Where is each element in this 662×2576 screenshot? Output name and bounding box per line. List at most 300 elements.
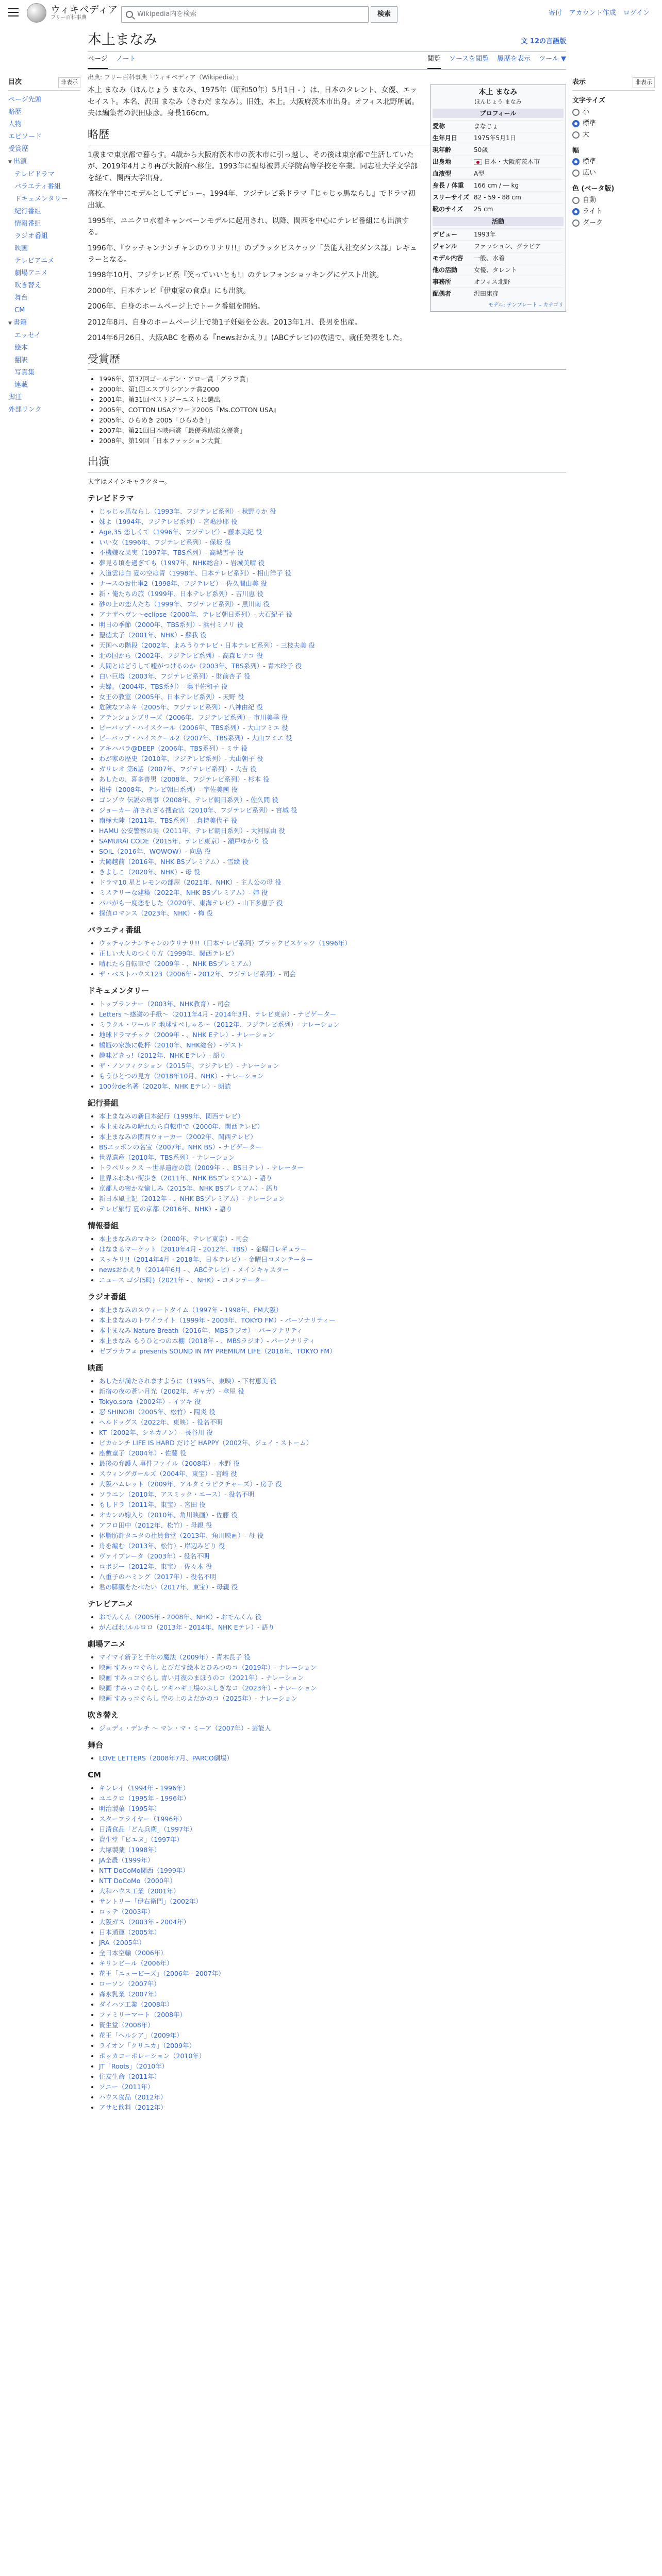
documentary-item-text[interactable]: ザ・ノンフィクション（2015年、フジテレビ）- ナレーション xyxy=(99,1061,279,1070)
drama-item-text[interactable]: ビーバップ・ハイスクール（2006年、TBS系列）- 大山フミエ 役 xyxy=(99,723,288,732)
cm-item-text[interactable]: サントリー「伊右衛門」（2002年） xyxy=(99,1897,202,1905)
toc-item[interactable] xyxy=(8,304,80,317)
drama-item-text[interactable]: SAMURAI CODE（2015年、テレビ東京）- 瀬戸ゆかり 役 xyxy=(99,837,269,845)
drama-item-text[interactable]: アキハバラ@DEEP（2006年、TBS系列）- ミサ 役 xyxy=(99,744,248,752)
drama-item-text[interactable]: パパがも一度恋をした（2020年、東海テレビ）- 山下多恵子 役 xyxy=(99,899,283,907)
radio-option[interactable] xyxy=(572,129,655,141)
wikipedia-logo[interactable] xyxy=(27,3,118,23)
toc-item[interactable] xyxy=(8,317,80,330)
search-input[interactable] xyxy=(121,6,369,23)
drama-item xyxy=(99,836,566,846)
toc-item[interactable] xyxy=(8,330,80,342)
main-menu-icon[interactable] xyxy=(8,8,19,16)
film-item-text[interactable]: ロボジー（2012年、東宝）- 佐々木 役 xyxy=(99,1562,212,1570)
travel-item xyxy=(99,1153,566,1163)
radio-icon[interactable] xyxy=(572,131,580,139)
tv-anime-item xyxy=(99,1612,566,1622)
text-size-header: 文字サイズ xyxy=(572,96,605,105)
toc-item-label[interactable]: エピソード xyxy=(8,132,42,141)
cm-item-text[interactable]: ロッテ（2003年） xyxy=(99,1907,154,1916)
movie-anime-item-text[interactable]: マイマイ新子と千年の魔法（2009年）- 青木長子 役 xyxy=(99,1653,251,1661)
section-dubbing: 吹き替え xyxy=(88,1710,119,1720)
cm-item-text[interactable]: ライオン「クリニカ」（2009年） xyxy=(99,2041,196,2049)
drama-item-text[interactable]: Age,35 恋しくて（1996年、フジテレビ）- 藤本美紀 役 xyxy=(99,528,262,536)
drama-item-text[interactable]: あしたの、喜多善男（2008年、フジテレビ系列）- 杉本 役 xyxy=(99,775,270,783)
infobox-footer[interactable]: モデル: テンプレート – カテゴリ xyxy=(488,302,564,308)
radio-option[interactable] xyxy=(572,217,655,229)
radio-item-text[interactable]: ゼブラカフェ presents SOUND IN MY PREMIUM LIFE（2018年、TOKYO FM） xyxy=(99,1347,336,1355)
chevron-down-icon[interactable]: ▼ xyxy=(8,320,12,326)
variety-item-text[interactable]: ウッチャンナンチャンのウリナリ!!（日本テレビ系列）ブラックビスケッツ（1996年） xyxy=(99,939,351,947)
film-item-text[interactable]: ピカ☆ンチ LIFE IS HARD だけど HAPPY（2002年、ジェイ・ストーム） xyxy=(99,1438,313,1447)
tab-tools[interactable]: ツール ▼ xyxy=(539,55,566,63)
drama-item-text[interactable]: 探偵ロマンス（2023年、NHK）- 梅 役 xyxy=(99,909,213,917)
drama-item-text[interactable]: 聖徳太子（2001年、NHK）- 蘇我 役 xyxy=(99,631,207,639)
toc-item-label[interactable]: ドキュメンタリー xyxy=(14,195,68,203)
award-item: • 2007年、第21回日本映画賞「最優秀助演女優賞」 xyxy=(99,426,566,436)
info-program-item-text[interactable]: newsおかえり（2014年6月 - 、ABCテレビ）- メインキャスター xyxy=(99,1265,289,1274)
infobox-key: 出身地 xyxy=(433,158,452,165)
toc-item[interactable] xyxy=(8,379,80,392)
travel-item-text[interactable]: 本上まなみの晴れたら自転車で（2000年、関西テレビ） xyxy=(99,1122,264,1130)
drama-item xyxy=(99,589,566,599)
award-item: • 2005年、COTTON USAアワード2005『Ms.COTTON USA』 xyxy=(99,405,566,415)
film-item-text[interactable]: ソラニン（2010年、アスミック・エース）- 役名不明 xyxy=(99,1490,255,1498)
drama-item-text[interactable]: 入道雲は白 夏の空は青（1998年、日本テレビ系列）- 相山洋子 役 xyxy=(99,569,291,577)
drama-item-text[interactable]: 南極大陸（2011年、TBS系列）- 倉持美代子 役 xyxy=(99,816,238,824)
info-program-item-text[interactable]: はなまるマーケット（2010年4月 - 2012年、TBS）- 金曜日レギュラー xyxy=(99,1245,307,1253)
drama-item-text[interactable]: ジョーカー 許されざる捜査官（2010年、フジテレビ系列）- 宮城 役 xyxy=(99,806,297,814)
cm-item-text[interactable]: ユニクロ（1995年 - 1996年） xyxy=(99,1794,190,1802)
dubbing-item xyxy=(99,1723,566,1734)
cm-item-text[interactable]: ハウス食品（2012年） xyxy=(99,2093,167,2101)
drama-item-text[interactable]: 妹よ（1994年、フジテレビ系列）- 宮嶋沙耶 役 xyxy=(99,517,238,526)
bio-paragraph: 2000年、日本テレビ『伊東家の食卓』にも出演。 xyxy=(88,286,251,295)
toc-item-label[interactable]: 情報番組 xyxy=(14,219,42,228)
toc-item-label[interactable]: 人物 xyxy=(8,120,22,128)
movie-anime-item xyxy=(99,1673,566,1683)
infobox-row xyxy=(433,203,564,215)
chevron-down-icon[interactable]: ▼ xyxy=(8,159,12,165)
drama-item-text[interactable]: アテンションプリーズ（2006年、フジテレビ系列）- 市川美季 役 xyxy=(99,713,288,721)
film-item-text[interactable]: スウィングガールズ（2004年、東宝）- 宮崎 役 xyxy=(99,1469,237,1478)
tab-history[interactable]: 履歴を表示 xyxy=(497,55,531,63)
film-item xyxy=(99,1448,566,1459)
travel-item-text[interactable]: 本上まなみの新日本紀行（1999年、関西テレビ） xyxy=(99,1112,244,1120)
toc-item[interactable] xyxy=(8,118,80,131)
radio-icon[interactable] xyxy=(572,109,580,116)
variety-item-text[interactable]: 晴れたら自転車で（2009年 - 、NHK BSプレミアム） xyxy=(99,959,255,968)
cm-item-text[interactable]: NTT DoCoMo関西（1999年） xyxy=(99,1866,189,1874)
toc-item-label[interactable]: 連載 xyxy=(14,381,28,389)
film-item xyxy=(99,1551,566,1562)
toc-item[interactable] xyxy=(8,106,80,118)
cm-item xyxy=(99,1886,566,1896)
cm-item-text[interactable]: アサヒ飲料（2012年） xyxy=(99,2103,167,2111)
toc-item-label[interactable]: 紀行番組 xyxy=(14,207,42,215)
film-item xyxy=(99,1531,566,1541)
drama-item-text[interactable]: 新・俺たちの旅（1999年、日本テレビ系列）- 吉川恵 役 xyxy=(99,589,264,598)
logo-tagline: フリー百科事典 xyxy=(51,15,87,21)
travel-item-text[interactable]: 京都人の密かな愉しみ（2015年、NHK BSプレミアム）- 語り xyxy=(99,1184,279,1192)
cm-item xyxy=(99,1896,566,1907)
section-stage: 舞台 xyxy=(88,1740,104,1750)
drama-item-text[interactable]: ドラマ10 星とレモンの部屋（2021年、NHK）- 主人公の母 役 xyxy=(99,878,282,886)
cm-item-text[interactable]: JA全農（1999年） xyxy=(99,1856,154,1864)
infobox-row xyxy=(433,156,564,167)
radio-icon[interactable] xyxy=(572,197,580,204)
cm-item-text[interactable]: ダイハツ工業（2008年） xyxy=(99,2000,173,2008)
cm-item-text[interactable]: キリンビール（2006年） xyxy=(99,1959,173,1967)
documentary-item-text[interactable]: 鶴瓶の家族に乾杯（2010年、NHK総合）- ゲスト xyxy=(99,1041,243,1049)
drama-item-text[interactable]: ビーバップ・ハイスクール2（2007年、TBS系列）- 大山フミエ 役 xyxy=(99,734,292,742)
drama-item xyxy=(99,609,566,620)
drama-item xyxy=(99,682,566,692)
award-item: • 2001年、第31回ベストジーニストに選出 xyxy=(99,395,566,405)
cm-item-text[interactable]: 大阪ガス（2003年 - 2004年） xyxy=(99,1918,190,1926)
radio-icon[interactable] xyxy=(572,219,580,227)
infobox-value-text: A型 xyxy=(474,170,485,177)
cm-item-text[interactable]: スターフライヤー（1996年） xyxy=(99,1815,186,1823)
film-item-text[interactable]: 忍 SHINOBI（2005年、松竹）- 陽炎 役 xyxy=(99,1408,216,1416)
stage-item-text[interactable]: LOVE LETTERS（2008年7月、PARCO劇場） xyxy=(99,1754,234,1762)
toc-item-label[interactable]: テレビドラマ xyxy=(14,170,55,178)
toc-item-label[interactable]: 略歴 xyxy=(8,108,22,116)
drama-item xyxy=(99,558,566,568)
film-item-text[interactable]: KT（2002年、シネカノン）- 長谷川 役 xyxy=(99,1428,213,1436)
cm-item-text[interactable]: ソニー（2011年） xyxy=(99,2082,154,2091)
drama-item-text[interactable]: ミステリーな建築（2022年、NHK BSプレミアム）- 姉 役 xyxy=(99,888,268,896)
toc-sidebar xyxy=(8,77,80,416)
search-icon xyxy=(126,11,133,18)
documentary-item-text[interactable]: もうひとつの見方（2018年10月、NHK）- ナレーション xyxy=(99,1072,264,1080)
drama-item xyxy=(99,785,566,795)
cm-item-text[interactable]: 明治製菓（1995年） xyxy=(99,1804,161,1812)
radio-option[interactable] xyxy=(572,167,655,179)
travel-item-text[interactable]: 世界遺産（2010年、TBS系列）- ナレーション xyxy=(99,1153,235,1161)
toc-item[interactable] xyxy=(8,156,80,168)
from-line: 出典: フリー百科事典『ウィキペディア（Wikipedia）』 xyxy=(88,74,242,81)
radio-item-text[interactable]: 本上まなみ Nature Breath（2016年、MBSラジオ）- パーソナリティ xyxy=(99,1326,303,1334)
cm-item-text[interactable]: ファミリーマート（2008年） xyxy=(99,2010,187,2019)
language-button[interactable]: 文 12の言語版 xyxy=(521,38,566,46)
documentary-item-text[interactable]: 趣味どきっ!（2012年、NHK Eテレ）- 語り xyxy=(99,1051,226,1059)
film-item-text[interactable]: あしたが満たされますように（1995年、東映）- 下村恵美 役 xyxy=(99,1377,277,1385)
toc-item[interactable] xyxy=(8,292,80,304)
film-item-text[interactable]: 座敷童子（2004年）- 佐藤 役 xyxy=(99,1449,187,1457)
toc-item[interactable] xyxy=(8,243,80,255)
drama-item xyxy=(99,764,566,774)
tv-anime-item xyxy=(99,1622,566,1633)
info-program-item-text[interactable]: 本上まなみのマキシ（2000年、テレビ東京）- 司会 xyxy=(99,1234,249,1243)
toc-top[interactable]: ページ先頭 xyxy=(8,95,42,104)
toc-item[interactable] xyxy=(8,230,80,243)
drama-item-text[interactable]: 明日の季節（2000年、TBS系列）- 浜村ミノリ 役 xyxy=(99,620,244,629)
travel-item-text[interactable]: テレビ旅行 夏の京都（2016年、NHK）- 語り xyxy=(99,1205,233,1213)
toc-item[interactable] xyxy=(8,206,80,218)
travel-item-text[interactable]: トラベリックス ～世界遺産の旅（2009年 - 、BS日テレ）- ナレーター xyxy=(99,1163,304,1172)
cm-item-text[interactable]: 全日本空輸（2006年） xyxy=(99,1948,167,1957)
toc-item[interactable] xyxy=(8,181,80,193)
width-header: 幅 xyxy=(572,146,580,155)
dubbing-item-text[interactable]: ジュディ・デンチ ～ マン・マ・ミーア（2007年）- 芸能人 xyxy=(99,1724,271,1732)
drama-item-text[interactable]: いい女（1996年、フジテレビ系列）- 保坂 役 xyxy=(99,538,231,546)
tab-talk[interactable]: ノート xyxy=(115,55,136,63)
movie-anime-item xyxy=(99,1663,566,1673)
film-item-text[interactable]: 最後の弁護人 事件ファイル（2008年）- 水野 役 xyxy=(99,1459,240,1467)
cm-item-text[interactable]: 大和ハウス工業（2001年） xyxy=(99,1887,180,1895)
toc-item[interactable] xyxy=(8,131,80,143)
film-item-text[interactable]: 新宿の夜の蒼い月光（2002年、ギャガ）- 傘屋 役 xyxy=(99,1387,244,1395)
search-placeholder: Wikipedia内を検索 xyxy=(137,10,197,18)
radio-item-text[interactable]: 本上まなみのスウィートタイム（1997年 - 1998年、FM大阪） xyxy=(99,1306,283,1314)
film-item-text[interactable]: Tokyo.sora（2002年）- イツキ 役 xyxy=(99,1397,201,1405)
toc-item-label[interactable]: 出演 xyxy=(13,157,27,165)
cm-item xyxy=(99,1989,566,1999)
cm-item-text[interactable]: 資生堂（2008年） xyxy=(99,2021,154,2029)
cm-item xyxy=(99,1855,566,1866)
toc-header xyxy=(8,77,80,91)
cm-item xyxy=(99,1969,566,1979)
film-item-text[interactable]: 君の膵臓をたべたい（2017年、東宝）- 母親 役 xyxy=(99,1583,238,1591)
section-awards: 受賞歴 xyxy=(88,351,566,370)
toc-item[interactable] xyxy=(8,143,80,156)
appearance-hide-button[interactable]: 非表示 xyxy=(633,77,655,88)
drama-item-text[interactable]: ガリレオ 第6話（2007年、フジテレビ系列）- 大吉 役 xyxy=(99,765,257,773)
variety-item xyxy=(99,969,566,979)
toc-item-label[interactable]: 外部リンク xyxy=(8,405,42,414)
movie-anime-item-text[interactable]: 映画 すみっコぐらし 空の上のよだかのコ（2025年）- ナレーション xyxy=(99,1694,297,1702)
infobox-value xyxy=(474,242,564,251)
toc-item[interactable] xyxy=(8,193,80,206)
infobox-value xyxy=(474,122,564,131)
cm-item-text[interactable]: 日本通運（2005年） xyxy=(99,1928,161,1936)
travel-item-text[interactable]: 本上まなみの関西ウォーカー（2002年、関西テレビ） xyxy=(99,1132,257,1141)
toc-item[interactable] xyxy=(8,392,80,404)
drama-item-text[interactable]: アナザヘヴン～eclipse（2000年、テレビ朝日系列）- 大石紀子 役 xyxy=(99,610,293,618)
drama-item-text[interactable]: きよしこ（2020年、NHK）- 母 役 xyxy=(99,868,201,876)
infobox-value xyxy=(474,157,564,166)
film-item xyxy=(99,1428,566,1438)
section-variety: バラエティ番組 xyxy=(88,925,141,935)
cm-item-text[interactable]: ポッカコーポレーション（2010年） xyxy=(99,2052,206,2060)
drama-item-text[interactable]: ナースのお仕事2（1998年、フジテレビ）- 佐久間由美 役 xyxy=(99,579,267,587)
drama-item-text[interactable]: 北の国から（2002年、フジテレビ系列）- 高森ヒナコ 役 xyxy=(99,651,263,659)
header xyxy=(0,0,662,29)
radio-option[interactable] xyxy=(572,195,655,206)
cm-item-text[interactable]: JRA（2005年） xyxy=(99,1938,145,1946)
travel-item-text[interactable]: 新日本風土記（2012年 - 、NHK BSプレミアム）- ナレーション xyxy=(99,1194,285,1202)
cm-item xyxy=(99,2020,566,2030)
movie-anime-item-text[interactable]: 映画 すみっコぐらし ツギハギ工場のふしぎなコ（2023年）- ナレーション xyxy=(99,1684,317,1692)
cm-item-text[interactable]: ローソン（2007年） xyxy=(99,1979,160,1988)
documentary-item-text[interactable]: Letters ～感謝の手紙～（2011年4月 - 2014年3月、テレビ東京）- ナビゲーター xyxy=(99,1010,337,1018)
film-item-text[interactable]: 体脂肪計タニタの社員食堂（2013年、角川映画）- 母 役 xyxy=(99,1531,264,1539)
cm-item-text[interactable]: 大塚製薬（1998年） xyxy=(99,1845,161,1854)
drama-item-text[interactable]: 大岡越前（2016年、NHK BSプレミアム）- 雪絵 役 xyxy=(99,857,249,866)
radio-option[interactable] xyxy=(572,206,655,217)
toc-item[interactable] xyxy=(8,404,80,416)
drama-item-text[interactable]: 天国への階段（2002年、よみうりテレビ・日本テレビ系列）- 三枝夫美 役 xyxy=(99,641,315,649)
toc-item[interactable] xyxy=(8,218,80,230)
toc-item-label[interactable]: バラエティ番組 xyxy=(14,182,61,191)
drama-item-text[interactable]: 不機嫌な果実（1997年、TBS系列）- 高城雪子 役 xyxy=(99,548,244,556)
lead-paragraph: 本上 まなみ（ほんじょう まなみ、1975年（昭和50年）5月1日 - ）は、日本のタレント、女優、エッセイスト。本名、沢田 まなみ（さわだ まなみ）。旧姓、本上。大阪府茨木市出身。オフィス北野所属。夫は編集者の沢田康彦。身長166cm。 xyxy=(88,86,419,117)
variety-item-text[interactable]: ザ・ベストハウス123（2006年 - 2012年、フジテレビ系列）- 司会 xyxy=(99,970,296,978)
film-item-text[interactable]: もしドラ（2011年、東宝）- 宮田 役 xyxy=(99,1500,206,1509)
drama-item-text[interactable]: わが家の歴史（2010年、フジテレビ系列）- 大山朝子 役 xyxy=(99,754,263,762)
infobox-value-text: 女優、タレント xyxy=(474,266,517,274)
film-item-text[interactable]: 大阪ハムレット（2009年、アルタミラピクチャーズ）- 房子 役 xyxy=(99,1480,282,1488)
toc-item[interactable] xyxy=(8,168,80,181)
documentary-item-text[interactable]: 100分de名著（2020年、NHK Eテレ）- 朗読 xyxy=(99,1082,231,1090)
toc-hide-button[interactable]: 非表示 xyxy=(58,77,80,88)
radio-item-text[interactable]: 本上まなみのトワイライト（1999年 - 2003年、TOKYO FM）- パーソナリティー xyxy=(99,1316,336,1324)
create-account-link[interactable]: アカウント作成 xyxy=(569,9,616,17)
tab-view-source[interactable]: ソースを閲覧 xyxy=(449,55,489,63)
radio-icon[interactable] xyxy=(572,158,580,165)
cm-item-text[interactable]: 花王「ヘルシア」（2009年） xyxy=(99,2031,183,2039)
travel-item xyxy=(99,1111,566,1122)
toc-item[interactable] xyxy=(8,367,80,379)
toc-item-label[interactable]: エッセイ xyxy=(14,331,41,340)
info-program-item-text[interactable]: ニュース ゴジ(5時)（2021年 - 、NHK）- コメンテーター xyxy=(99,1276,267,1284)
travel-item-text[interactable]: 世界ふれあい街歩き（2011年、NHK BSプレミアム）- 語り xyxy=(99,1174,273,1182)
toc-item[interactable] xyxy=(8,354,80,367)
toc-item-label[interactable]: 映画 xyxy=(14,244,28,252)
film-item-text[interactable]: 八重子のハミング（2017年）- 役名不明 xyxy=(99,1572,217,1581)
documentary-item-text[interactable]: ミラクル・ワールド 地球すぺしゃる～（2012年、フジテレビ系列）- ナレーション xyxy=(99,1020,340,1028)
toc-item-label[interactable]: テレビアニメ xyxy=(14,257,55,265)
toc-item[interactable] xyxy=(8,255,80,267)
infobox-row xyxy=(433,276,564,287)
infobox-key: 事務所 xyxy=(433,278,452,285)
radio-icon[interactable] xyxy=(572,120,580,127)
cm-item-text[interactable]: 住友生命（2011年） xyxy=(99,2072,161,2080)
toc-item-label[interactable]: 翻訳 xyxy=(14,356,28,364)
variety-item-text[interactable]: 正しい大人のつくり方（1999年、関西テレビ） xyxy=(99,949,238,957)
film-item-text[interactable]: ヴァイブレータ（2003年）- 役名不明 xyxy=(99,1552,210,1560)
infobox-key: 愛称 xyxy=(433,122,445,130)
toc-item-label[interactable]: 舞台 xyxy=(14,294,28,302)
radio-option[interactable] xyxy=(572,118,655,129)
login-link[interactable]: ログイン xyxy=(623,9,650,17)
drama-item xyxy=(99,857,566,867)
documentary-item-text[interactable]: 地球ドラマチック（2009年 - 、NHK Eテレ）- ナレーション xyxy=(99,1030,275,1039)
toc-item-label[interactable]: CM xyxy=(14,306,25,314)
cm-item-text[interactable]: 花王「ニュービーズ」（2006年 - 2007年） xyxy=(99,1969,225,1977)
drama-item-text[interactable]: 人間とはどうして嘘がつけるのか（2003年、TBS系列）- 青木玲子 役 xyxy=(99,662,302,670)
infobox-value-text: まなじょ xyxy=(474,122,499,130)
film-item-text[interactable]: 舟を編む（2013年、松竹）- 岸辺みどり 役 xyxy=(99,1541,225,1550)
toc-title: 目次 xyxy=(8,78,22,86)
documentary-item-text[interactable]: トップランナー（2003年、NHK教育）- 司会 xyxy=(99,999,230,1008)
drama-item-text[interactable]: 危険なアネキ（2005年、フジテレビ系列）- 八神由紀 役 xyxy=(99,703,263,711)
toc-item[interactable] xyxy=(8,267,80,280)
radio-option[interactable] xyxy=(572,107,655,118)
info-program-item-text[interactable]: スッキリ!!（2014年4月 - 2018年、日本テレビ）- 金曜日コメンテーター xyxy=(99,1255,313,1263)
toc-item-label[interactable]: 書籍 xyxy=(13,318,27,327)
movie-anime-item-text[interactable]: 映画 すみっコぐらし 青い月夜のまほうのコ（2021年）- ナレーション xyxy=(99,1673,304,1682)
film-item xyxy=(99,1572,566,1582)
tab-page[interactable]: ページ xyxy=(88,54,108,69)
drama-item-text[interactable]: 白い巨塔（2003年、フジテレビ系列）- 財前杏子 役 xyxy=(99,672,251,680)
drama-item-text[interactable]: じゃじゃ馬ならし（1993年、フジテレビ系列）- 秋野りか 役 xyxy=(99,507,276,515)
section-travel: 紀行番組 xyxy=(88,1098,119,1108)
toc-item[interactable] xyxy=(8,342,80,354)
cm-item xyxy=(99,2072,566,2082)
film-item xyxy=(99,1479,566,1489)
toc-item-label[interactable]: 脚注 xyxy=(8,393,22,401)
film-item-text[interactable]: アフロ田中（2012年、松竹）- 母親 役 xyxy=(99,1521,212,1529)
toc-item-label[interactable]: 吹き替え xyxy=(14,281,42,290)
cm-item-text[interactable]: JT「Roots」（2010年） xyxy=(99,2062,169,2070)
infobox-value-text: 82 - 59 - 88 cm xyxy=(474,193,521,201)
travel-item-text[interactable]: BSニッポンの名宝（2007年、NHK BS）- ナビゲーター xyxy=(99,1143,262,1151)
cm-item-text[interactable]: 資生堂「ピエヌ」（1997年） xyxy=(99,1835,184,1843)
tv-anime-item-text[interactable]: おでんくん（2005年 - 2008年、NHK）- おでんくん 役 xyxy=(99,1613,262,1621)
cm-item-text[interactable]: NTT DoCoMo（2000年） xyxy=(99,1876,176,1885)
radio-item-text[interactable]: 本上まなみ もうひとつの本棚（2018年 - 、MBSラジオ）- パーソナリティ xyxy=(99,1336,316,1345)
donate-link[interactable]: 寄付 xyxy=(548,9,562,17)
cm-item-text[interactable]: 日清食品「どん兵衛」（1997年） xyxy=(99,1825,196,1833)
radio-label: 広い xyxy=(583,169,597,177)
drama-item-text[interactable]: 夢見る頃を過ぎても（1997年、NHK総合）- 岩城美晴 役 xyxy=(99,558,265,567)
drama-item-text[interactable]: SOIL（2016年、WOWOW）- 向島 役 xyxy=(99,847,211,855)
cm-item-text[interactable]: キンレイ（1994年 - 1996年） xyxy=(99,1784,190,1792)
movie-anime-item-text[interactable]: 映画 すみっコぐらし とびだす絵本とひみつのコ（2019年）- ナレーション xyxy=(99,1663,317,1671)
infobox-value xyxy=(474,193,564,202)
infobox-value-text: 166 cm / ― kg xyxy=(474,181,519,189)
infobox-key: 血液型 xyxy=(433,170,452,177)
film-item-text[interactable]: ヘルドッグス（2022年、東映）- 役名不明 xyxy=(99,1418,223,1426)
drama-item xyxy=(99,651,566,661)
toc-item[interactable] xyxy=(8,280,80,292)
toc-item-label[interactable]: ラジオ番組 xyxy=(14,232,48,240)
radio-option[interactable] xyxy=(572,156,655,167)
radio-icon[interactable] xyxy=(572,170,580,177)
infobox-key: モデル内容 xyxy=(433,254,464,262)
info-program-item xyxy=(99,1255,566,1265)
film-item xyxy=(99,1489,566,1500)
drama-item-text[interactable]: HAMU 公安警察の男（2011年、テレビ朝日系列）- 大河原由 役 xyxy=(99,826,285,835)
cm-item-text[interactable]: 森永乳業（2007年） xyxy=(99,1990,161,1998)
section-cm: CM xyxy=(88,1770,101,1780)
drama-item-text[interactable]: ゴンゾウ 伝説の刑事（2008年、テレビ朝日系列）- 佐久間 役 xyxy=(99,795,278,804)
drama-item-text[interactable]: 女王の教室（2005年、日本テレビ系列）- 天野 役 xyxy=(99,692,244,701)
search-button[interactable]: 検索 xyxy=(371,6,398,23)
radio-icon[interactable] xyxy=(572,208,580,215)
tab-read[interactable]: 閲覧 xyxy=(427,54,441,69)
drama-item-text[interactable]: 砂の上の恋人たち（1999年、フジテレビ系列）- 黒川南 役 xyxy=(99,600,270,608)
info-program-item xyxy=(99,1234,566,1244)
infobox xyxy=(430,84,566,312)
film-item-text[interactable]: オカンの嫁入り（2010年、角川映画）- 佐藤 役 xyxy=(99,1511,238,1519)
variety-list xyxy=(88,938,566,979)
infobox-value xyxy=(474,253,564,263)
drama-item xyxy=(99,816,566,826)
tv-anime-item-text[interactable]: がんばれ!ルルロロ（2013年 - 2014年、NHK Eテレ）- 語り xyxy=(99,1623,275,1631)
toc-item-label[interactable]: 写真集 xyxy=(14,368,35,377)
toc-item-label[interactable]: 受賞歴 xyxy=(8,145,29,153)
infobox-value-text: 日本・大阪府茨木市 xyxy=(484,158,540,165)
drama-item-text[interactable]: 夫婦。（2004年、TBS系列）- 奥平佐和子 役 xyxy=(99,682,228,690)
drama-item-text[interactable]: 相棒（2008年、テレビ朝日系列）- 宇佐美茜 役 xyxy=(99,785,238,793)
toc-item-label[interactable]: 劇場アニメ xyxy=(14,269,48,277)
cm-item xyxy=(99,1999,566,2010)
infobox-row xyxy=(433,287,564,299)
toc-item-label[interactable]: 絵本 xyxy=(14,344,28,352)
